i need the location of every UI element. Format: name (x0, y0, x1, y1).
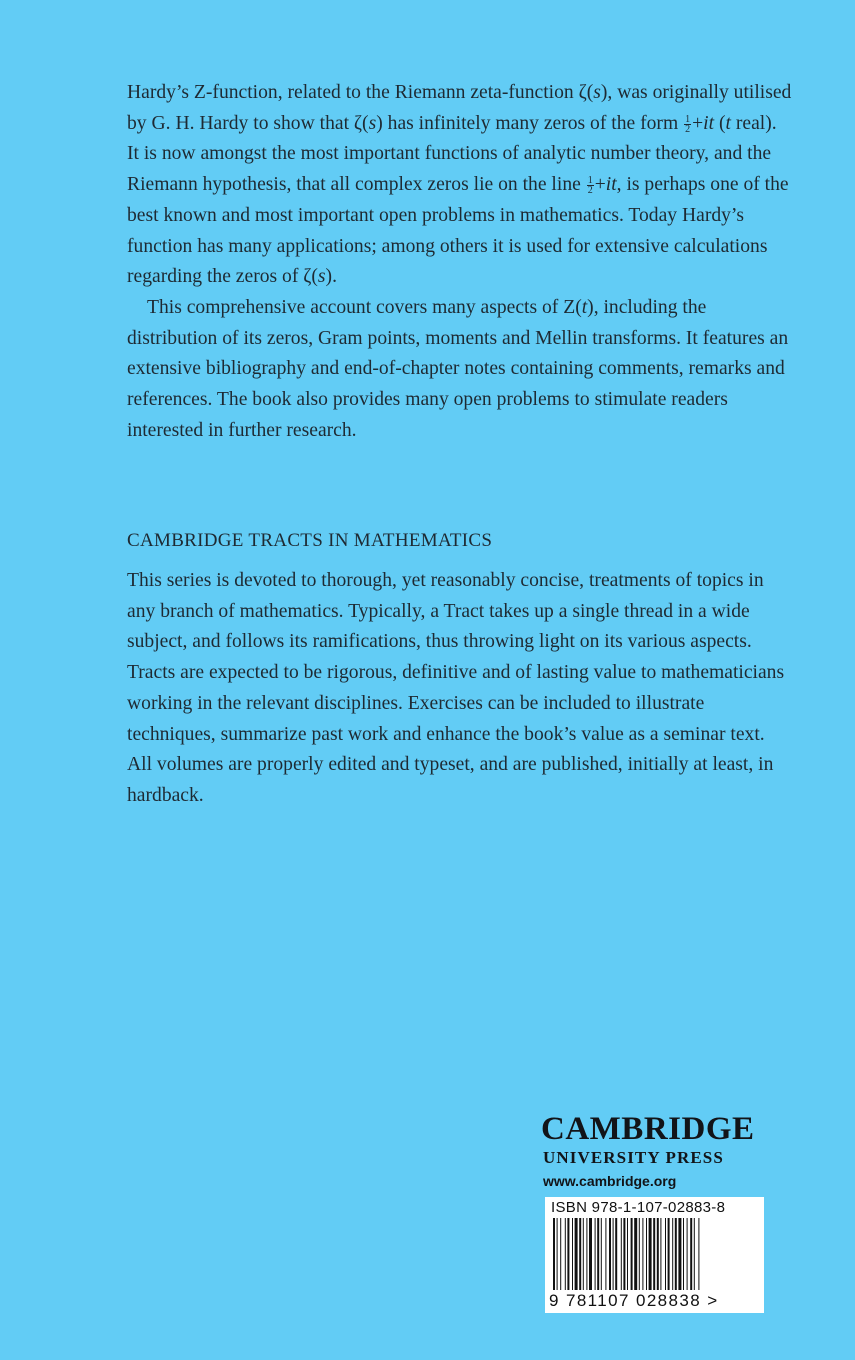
blurb (127, 78, 792, 446)
barcode-bar (649, 1218, 652, 1290)
barcode-bar (579, 1218, 581, 1290)
barcode-bar (623, 1218, 625, 1290)
series-heading: CAMBRIDGE TRACTS IN MATHEMATICS (127, 530, 493, 551)
barcode-bar (615, 1218, 617, 1290)
publisher-url: www.cambridge.org (543, 1173, 677, 1189)
barcode-bar (694, 1218, 695, 1290)
barcode-bar (595, 1218, 596, 1290)
barcode-bar (589, 1218, 592, 1290)
barcode-bar (627, 1218, 628, 1290)
barcode-bar (583, 1218, 584, 1290)
barcode-bar (653, 1218, 655, 1290)
barcode-bar (660, 1218, 661, 1290)
barcode-bar (634, 1218, 637, 1290)
barcode-bar (668, 1218, 670, 1290)
barcode-bar (597, 1218, 599, 1290)
barcode-bar (613, 1218, 614, 1290)
publisher-logo (541, 1112, 766, 1189)
barcode-bar (557, 1218, 558, 1290)
barcode-bar (601, 1218, 602, 1290)
barcode-bar (553, 1218, 555, 1290)
barcode-bar (672, 1218, 673, 1290)
barcode-digits: 9 781107 028838 > (549, 1291, 719, 1310)
isbn-label: ISBN 978-1-107-02883-8 (551, 1199, 726, 1216)
barcode-bars (553, 1218, 757, 1290)
barcode-bar (675, 1218, 677, 1290)
barcode-bar (690, 1218, 692, 1290)
barcode-bar (678, 1218, 681, 1290)
blurb-paragraph-1: Hardy’s Z-function, related to the Riemann zeta-function ζ(s), was originally utilised by G. H. Hardy to show that ζ(s) has infinitely many zeros of the form $\frac{1}{2}$ +it (t real). It is now amongst the most important functions of analytic number theory, and the Riemann hypothesis, that all complex zeros lie on the line $\frac{1}{2}$ +it, is perhaps one of the best known and most important open problems in mathematics. Today Hardy’s function has many applications; among others it is used for extensive calculations regarding the zeros of ζ(s). (127, 82, 792, 288)
isbn-barcode (545, 1197, 764, 1313)
barcode-bar (575, 1218, 578, 1290)
barcode-bar (567, 1218, 569, 1290)
series-description: This series is devoted to thorough, yet reasonably concise, treatments of topics in any branch of mathematics. Typically, a Tract takes up a single thread in a wide subject, and follows its ramifications, thus throwing light on its various aspects. Tracts are expected to be rigorous, definitive and of lasting value to mathematicians working in the relevant disciplines. Exercises can be included to illustrate techniques, summarize past work and enhance the book’s value as a seminar text. All volumes are properly edited and typeset, and are published, initially at least, in hardback. (127, 570, 785, 806)
barcode-bar (572, 1218, 573, 1290)
barcode-bar (646, 1218, 647, 1290)
blurb-paragraph-2: This comprehensive account covers many aspects of Z(t), including the distribution of its zeros, Gram points, moments and Mellin transforms. It features an extensive bibliography and end-of-chapter notes containing comments, remarks and references. The book also provides many open problems to stimulate readers interested in further research. (127, 296, 789, 441)
barcode-bar (698, 1218, 699, 1290)
fraction-one-half: $\frac{1}{2}$ (587, 175, 593, 197)
series-description-block (127, 566, 792, 812)
publisher-press: UNIVERSITY PRESS (543, 1148, 724, 1167)
barcode-bar (683, 1218, 684, 1290)
barcode-bar (560, 1218, 561, 1290)
barcode-bar (609, 1218, 611, 1290)
barcode-bar (605, 1218, 606, 1290)
barcode-bar (642, 1218, 643, 1290)
barcode-bar (657, 1218, 659, 1290)
barcode-bar (586, 1218, 587, 1290)
fraction-one-half: $\frac{1}{2}$ (685, 113, 691, 135)
barcode-bar (565, 1218, 566, 1290)
barcode-bar (621, 1218, 622, 1290)
publisher-name: CAMBRIDGE (541, 1111, 755, 1147)
barcode-bar (639, 1218, 640, 1290)
barcode-bar (687, 1218, 688, 1290)
barcode-bar (631, 1218, 633, 1290)
barcode-bar (665, 1218, 666, 1290)
